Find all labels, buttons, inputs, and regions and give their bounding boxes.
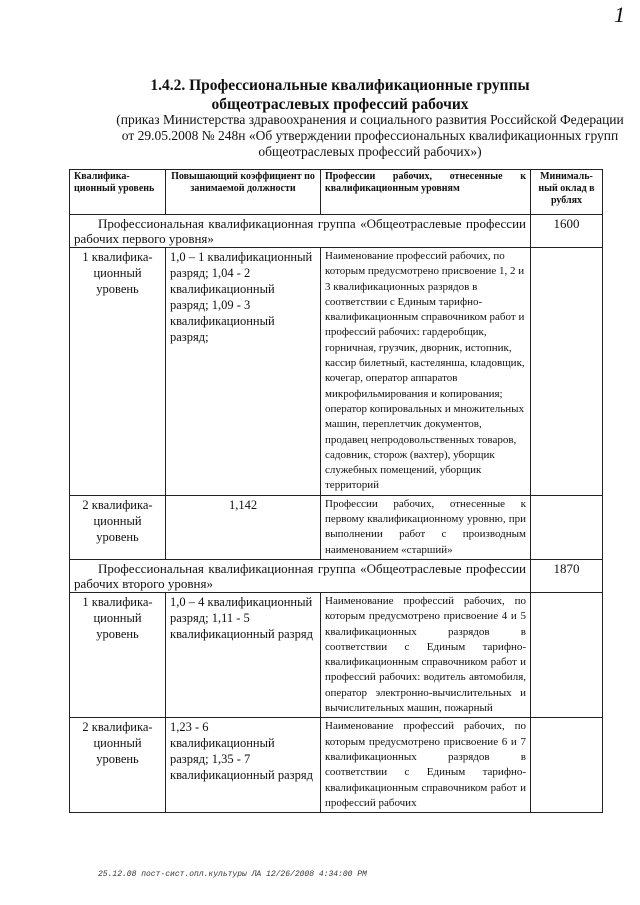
professions-cell: Наименование профессий рабочих, по которым предусмотрено присвоение 4 и 5 квалификационных разрядов в соответствии с Единым тарифно-квалификационным справочником работ и профессий рабочих: водитель автомобиля, оператор электронно-вычислительных и вычислительных машин, пожарный — [321, 592, 531, 717]
title-line-2: общеотраслевых профессий рабочих — [211, 96, 469, 113]
table-row — [70, 718, 603, 813]
table-row — [70, 248, 603, 496]
level-cell: 1 квалифика-ционный уровень — [70, 592, 166, 717]
level-cell: 1 квалифика-ционный уровень — [70, 248, 166, 496]
professions-cell: Наименование профессий рабочих, по которым предусмотрено присвоение 6 и 7 квалификационных разрядов в соответствии с Единым тарифно-квалификационным справочником работ и профессий рабочих — [321, 718, 531, 813]
group-salary: 1600 — [531, 215, 603, 248]
table-header-row — [70, 170, 603, 215]
group-row — [70, 559, 603, 592]
coefficient-cell: 1,0 – 1 квалификационный разряд; 1,04 - 2 квалификационный разряд; 1,09 - 3 квалификационный разряд; — [166, 248, 321, 496]
level-cell: 2 квалифика-ционный уровень — [70, 495, 166, 559]
header-salary: Минималь-ный оклад в рублях — [531, 170, 603, 215]
professions-cell: Наименование профессий рабочих, по которым предусмотрено присвоение 1, 2 и 3 квалификационных разрядов в соответствии с Единым тарифно-квалификационным справочником работ и профессий рабочих: гардеробщик, горничная, грузчик, дворник, истопник, кассир билетный, кастелянша, кладовщик, кочегар, оператор аппаратов микрофильмирования и копирования; оператор копировальных и множительных машин, переплетчик документов, продавец непродовольственных товаров, садовник, сторож (вахтер), уборщик служебных помещений, уборщик территорий — [321, 248, 531, 496]
group-row — [70, 215, 603, 248]
table-row — [70, 592, 603, 717]
professions-cell: Профессии рабочих, отнесенные к первому квалификационному уровню, при выполнении работ с производным наименованием «старший» — [321, 495, 531, 559]
header-level: Квалифика-ционный уровень — [70, 170, 166, 215]
salary-cell — [531, 718, 603, 813]
level-cell: 2 квалифика-ционный уровень — [70, 718, 166, 813]
coefficient-cell: 1,23 - 6 квалификационный разряд; 1,35 - 7 квалификационный разряд — [166, 718, 321, 813]
coefficient-cell: 1,142 — [166, 495, 321, 559]
section-title — [0, 76, 640, 114]
subtitle-order-reference: (приказ Министерства здравоохранения и социального развития Российской Федерации от 29.05.2008 № 248н «Об утверждении профессиональных квалификационных групп общеотраслевых профессий рабочих») — [116, 112, 624, 159]
print-footer: 25.12.08 пост-сист.опл.культуры ЛА 12/26/2008 4:34:00 PM — [98, 870, 367, 879]
salary-cell — [531, 592, 603, 717]
header-professions: Профессии рабочих, отнесенные к квалификационным уровням — [321, 170, 531, 215]
group-name: Профессиональная квалификационная группа «Общеотраслевые профессии рабочих первого уровня» — [70, 215, 531, 248]
salary-cell — [531, 248, 603, 496]
table-row — [70, 495, 603, 559]
header-coefficient: Повышающий коэффициент по занимаемой должности — [166, 170, 321, 215]
page-number: 1 — [614, 2, 625, 27]
group-name: Профессиональная квалификационная группа «Общеотраслевые профессии рабочих второго уровня» — [70, 559, 531, 592]
coefficient-cell: 1,0 – 4 квалификационный разряд; 1,11 - 5 квалификационный разряд — [166, 592, 321, 717]
title-line-1: 1.4.2. Профессиональные квалификационные группы — [150, 77, 530, 94]
salary-cell — [531, 495, 603, 559]
qualification-groups-table — [69, 169, 603, 813]
group-salary: 1870 — [531, 559, 603, 592]
